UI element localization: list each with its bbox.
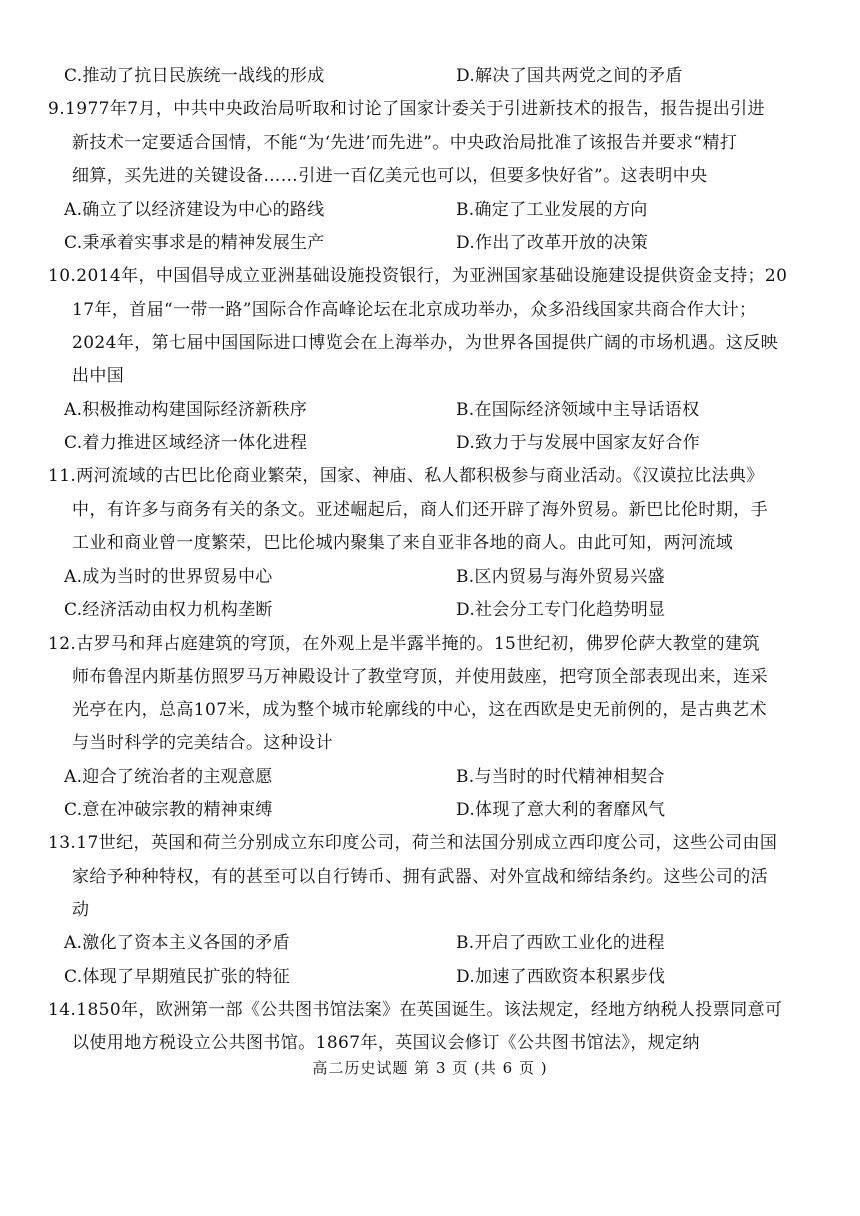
q12-option-a: A.迎合了统治者的主观意愿 — [64, 767, 273, 787]
q9-stem-line-2: 新技术一定要适合国情，不能“为‘先进’而先进”。中央政治局批准了该报告并要求“精打 — [72, 133, 738, 153]
q13-option-b: B.开启了西欧工业化的进程 — [456, 933, 665, 953]
q11-option-d: D.社会分工专门化趋势明显 — [456, 600, 666, 620]
q12-option-c: C.意在冲破宗教的精神束缚 — [64, 800, 273, 820]
q13-stem-line-1: 13.17世纪，英国和荷兰分别成立东印度公司，荷兰和法国分别成立西印度公司，这些公司由国 — [48, 833, 778, 853]
q9-option-c: C.秉承着实事求是的精神发展生产 — [64, 233, 325, 253]
page-footer: 高二历史试题 第 3 页 (共 6 页 ) — [312, 1059, 548, 1077]
q13-option-c: C.体现了早期殖民扩张的特征 — [64, 967, 291, 987]
q13-stem-line-2: 家给予种种特权，有的甚至可以自行铸币、拥有武器、对外宣战和缔结条约。这些公司的活 — [72, 867, 768, 887]
q12-stem-line-4: 与当时科学的完美结合。这种设计 — [72, 733, 333, 753]
q9-stem-line-3: 细算，买先进的关键设备……引进一百亿美元也可以，但要多快好省”。这表明中央 — [72, 166, 708, 186]
q14-stem-line-2: 以使用地方税设立公共图书馆。1867年，英国议会修订《公共图书馆法》，规定纳 — [72, 1033, 700, 1053]
q9-option-b: B.确定了工业发展的方向 — [456, 200, 648, 220]
q11-option-b: B.区内贸易与海外贸易兴盛 — [456, 567, 665, 587]
q12-option-d: D.体现了意大利的奢靡风气 — [456, 800, 666, 820]
q12-option-b: B.与当时的时代精神相契合 — [456, 767, 665, 787]
q13-option-a: A.激化了资本主义各国的矛盾 — [64, 933, 290, 953]
q10-stem-line-2: 17年，首届“一带一路”国际合作高峰论坛在北京成功举办，众多沿线国家共商合作大计； — [72, 300, 757, 320]
q10-option-d: D.致力于与发展中国家友好合作 — [456, 433, 700, 453]
q13-option-d: D.加速了西欧资本积累步伐 — [456, 967, 666, 987]
q10-stem-line-3: 2024年，第七届中国国际进口博览会在上海举办，为世界各国提供广阔的市场机遇。这反映 — [72, 333, 779, 353]
q9-stem-line-1: 9.1977年7月，中共中央政治局听取和讨论了国家计委关于引进新技术的报告，报告提出引进 — [48, 99, 765, 119]
q10-option-b: B.在国际经济领域中主导话语权 — [456, 400, 700, 420]
q11-stem-line-2: 中，有许多与商务有关的条文。亚述崛起后，商人们还开辟了海外贸易。新巴比伦时期，手 — [72, 500, 768, 520]
q13-stem-line-3: 动 — [72, 900, 90, 920]
q8-option-d: D.解决了国共两党之间的矛盾 — [456, 66, 683, 86]
q9-option-d: D.作出了改革开放的决策 — [456, 233, 649, 253]
q10-option-a: A.积极推动构建国际经济新秩序 — [64, 400, 308, 420]
q10-stem-line-1: 10.2014年，中国倡导成立亚洲基础设施投资银行，为亚洲国家基础设施建设提供资金支持；20 — [48, 266, 788, 286]
q9-option-a: A.确立了以经济建设为中心的路线 — [64, 200, 325, 220]
q14-stem-line-1: 14.1850年，欧洲第一部《公共图书馆法案》在英国诞生。该法规定，经地方纳税人投票同意可 — [48, 1000, 783, 1020]
q11-option-c: C.经济活动由权力机构垄断 — [64, 600, 273, 620]
q11-stem-line-1: 11.两河流域的古巴比伦商业繁荣，国家、神庙、私人都积极参与商业活动。《汉谟拉比法典》 — [48, 466, 764, 486]
q12-stem-line-3: 光亭在内，总高107米，成为整个城市轮廓线的中心，这在西欧是史无前例的，是古典艺术 — [72, 700, 767, 720]
q10-stem-line-4: 出中国 — [72, 366, 125, 386]
q11-stem-line-3: 工业和商业曾一度繁荣，巴比伦城内聚集了来自亚非各地的商人。由此可知，两河流域 — [72, 533, 734, 553]
q10-option-c: C.着力推进区域经济一体化进程 — [64, 433, 308, 453]
q12-stem-line-1: 12.古罗马和拜占庭建筑的穹顶，在外观上是半露半掩的。15世纪初，佛罗伦萨大教堂的建筑 — [48, 634, 760, 654]
q12-stem-line-2: 师布鲁涅内斯基仿照罗马万神殿设计了教堂穹顶，并使用鼓座，把穹顶全部表现出来，连采 — [72, 667, 768, 687]
q11-option-a: A.成为当时的世界贸易中心 — [64, 567, 273, 587]
q8-option-c: C.推动了抗日民族统一战线的形成 — [64, 66, 325, 86]
